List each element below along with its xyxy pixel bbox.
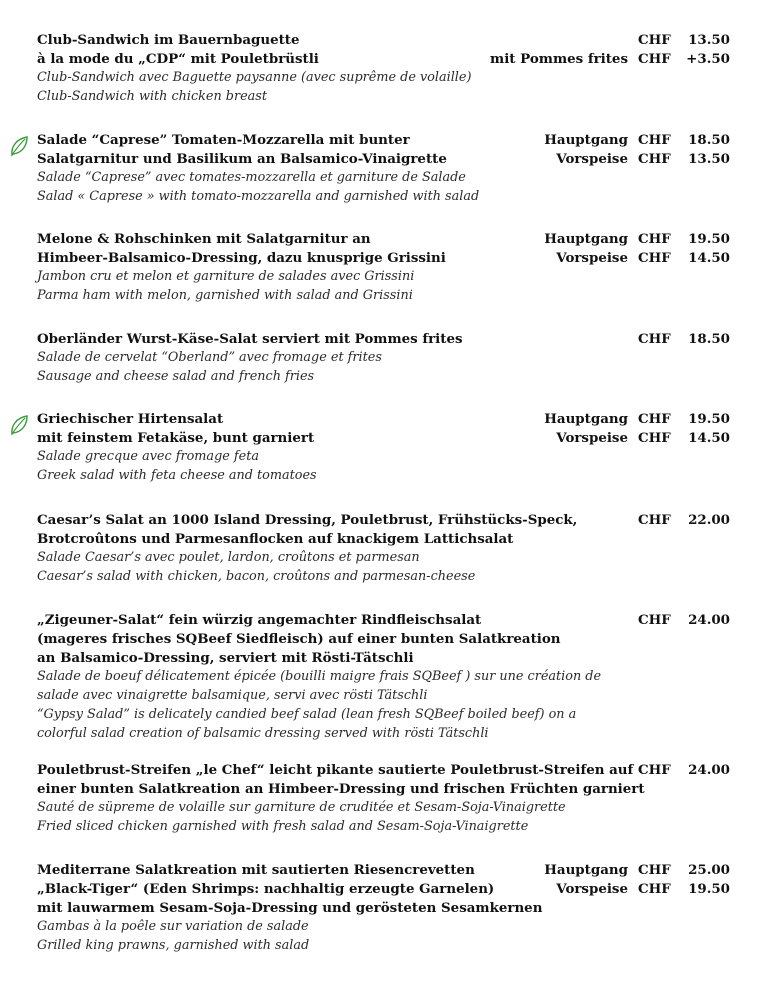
menu-item xyxy=(0,231,768,311)
menu-item xyxy=(0,762,768,842)
price-amount: 18.50 xyxy=(688,331,730,347)
menu-item xyxy=(0,411,768,491)
price-amount: 24.00 xyxy=(688,612,730,628)
dish-translation-line: Salade grecque avec fromage feta xyxy=(37,449,259,464)
price-currency: CHF xyxy=(638,331,671,347)
price-label: Hauptgang xyxy=(544,231,628,247)
dish-title-line: einer bunten Salatkreation an Himbeer-Dressing und frischen Früchten garniert xyxy=(37,781,645,797)
dish-translation-line: Caesar’s salad with chicken, bacon, croûtons and parmesan-cheese xyxy=(37,569,476,584)
menu-item xyxy=(0,612,768,749)
price-amount: 14.50 xyxy=(688,250,730,266)
dish-title-line: (mageres frisches SQBeef Siedfleisch) auf einer bunten Salatkreation xyxy=(37,631,561,647)
dish-translation-line: Gambas à la poêle sur variation de salade xyxy=(37,919,309,934)
dish-title-line: Pouletbrust-Streifen „le Chef“ leicht pikante sautierte Pouletbrust-Streifen auf xyxy=(37,762,634,778)
price-label: Vorspeise xyxy=(556,151,628,167)
dish-translation-line: Salade “Caprese” avec tomates-mozzarella et garniture de Salade xyxy=(37,170,466,185)
price-currency: CHF xyxy=(638,132,671,148)
dish-translation-line: colorful salad creation of balsamic dressing served with rösti Tätschli xyxy=(37,726,489,741)
dish-translation-line: Salad « Caprese » with tomato-mozzarella and garnished with salad xyxy=(37,189,480,204)
dish-translation-line: Club-Sandwich with chicken breast xyxy=(37,89,268,104)
dish-title-line: Griechischer Hirtensalat xyxy=(37,411,224,427)
price-amount: 24.00 xyxy=(688,762,730,778)
dish-translation-line: Salade Caesar’s avec poulet, lardon, croûtons et parmesan xyxy=(37,550,420,565)
dish-translation-line: Fried sliced chicken garnished with fresh salad and Sesam-Soja-Vinaigrette xyxy=(37,819,529,834)
price-label: Vorspeise xyxy=(556,430,628,446)
price-currency: CHF xyxy=(638,51,671,67)
price-amount: 19.50 xyxy=(688,881,730,897)
price-currency: CHF xyxy=(638,512,671,528)
price-currency: CHF xyxy=(638,32,671,48)
dish-title-line: Oberländer Wurst-Käse-Salat serviert mit Pommes frites xyxy=(37,331,463,347)
dish-translation-line: Greek salad with feta cheese and tomatoes xyxy=(37,468,317,483)
dish-translation-line: Grilled king prawns, garnished with salad xyxy=(37,938,310,953)
dish-translation-line: Club-Sandwich avec Baguette paysanne (avec suprême de volaille) xyxy=(37,70,472,85)
price-label: mit Pommes frites xyxy=(490,51,628,67)
dish-title-line: Brotcroûtons und Parmesanflocken auf knackigem Lattichsalat xyxy=(37,531,514,547)
dish-title-line: à la mode du „CDP“ mit Pouletbrüstli xyxy=(37,51,319,67)
dish-title-line: Salade “Caprese” Tomaten-Mozzarella mit bunter xyxy=(37,132,410,148)
price-currency: CHF xyxy=(638,411,671,427)
price-amount: +3.50 xyxy=(686,51,730,67)
price-label: Hauptgang xyxy=(544,862,628,878)
dish-title-line: an Balsamico-Dressing, serviert mit Rösti-Tätschli xyxy=(37,650,414,666)
price-amount: 19.50 xyxy=(688,231,730,247)
menu-item xyxy=(0,32,768,112)
dish-translation-line: Sausage and cheese salad and french fries xyxy=(37,369,315,384)
price-currency: CHF xyxy=(638,612,671,628)
dish-translation-line: Salade de cervelat “Oberland” avec fromage et frites xyxy=(37,350,382,365)
price-label: Hauptgang xyxy=(544,411,628,427)
price-currency: CHF xyxy=(638,250,671,266)
dish-translation-line: “Gypsy Salad” is delicately candied beef salad (lean fresh SQBeef boiled beef) on a xyxy=(37,707,577,722)
dish-title-line: Salatgarnitur und Basilikum an Balsamico-Vinaigrette xyxy=(37,151,447,167)
dish-title-line: Melone & Rohschinken mit Salatgarnitur an xyxy=(37,231,371,247)
menu-item xyxy=(0,331,768,392)
price-label: Hauptgang xyxy=(544,132,628,148)
price-amount: 19.50 xyxy=(688,411,730,427)
dish-title-line: Caesar’s Salat an 1000 Island Dressing, Pouletbrust, Frühstücks-Speck, xyxy=(37,512,578,528)
price-currency: CHF xyxy=(638,762,671,778)
price-currency: CHF xyxy=(638,151,671,167)
price-currency: CHF xyxy=(638,231,671,247)
dish-title-line: mit lauwarmem Sesam-Soja-Dressing und gerösteten Sesamkernen xyxy=(37,900,543,916)
dish-title-line: „Black-Tiger“ (Eden Shrimps: nachhaltig erzeugte Garnelen) xyxy=(37,881,495,897)
price-amount: 18.50 xyxy=(688,132,730,148)
vegetarian-leaf-icon xyxy=(8,134,30,158)
price-amount: 25.00 xyxy=(688,862,730,878)
price-label: Vorspeise xyxy=(556,881,628,897)
menu-item xyxy=(0,512,768,592)
price-amount: 22.00 xyxy=(688,512,730,528)
menu-item xyxy=(0,132,768,212)
dish-translation-line: Jambon cru et melon et garniture de salades avec Grissini xyxy=(37,269,415,284)
price-currency: CHF xyxy=(638,881,671,897)
price-amount: 14.50 xyxy=(688,430,730,446)
dish-translation-line: Salade de boeuf délicatement épicée (bouilli maigre frais SQBeef ) sur une création de xyxy=(37,669,602,684)
dish-translation-line: Parma ham with melon, garnished with salad and Grissini xyxy=(37,288,413,303)
dish-title-line: Himbeer-Balsamico-Dressing, dazu knusprige Grissini xyxy=(37,250,446,266)
price-currency: CHF xyxy=(638,862,671,878)
price-label: Vorspeise xyxy=(556,250,628,266)
menu-item xyxy=(0,862,768,961)
dish-translation-line: Sauté de süpreme de volaille sur garniture de cruditée et Sesam-Soja-Vinaigrette xyxy=(37,800,566,815)
dish-title-line: Mediterrane Salatkreation mit sautierten Riesencrevetten xyxy=(37,862,475,878)
dish-title-line: „Zigeuner-Salat“ fein würzig angemachter Rindfleischsalat xyxy=(37,612,482,628)
dish-title-line: Club-Sandwich im Bauernbaguette xyxy=(37,32,300,48)
dish-translation-line: salade avec vinaigrette balsamique, servi avec rösti Tätschli xyxy=(37,688,428,703)
price-amount: 13.50 xyxy=(688,32,730,48)
vegetarian-leaf-icon xyxy=(8,413,30,437)
price-amount: 13.50 xyxy=(688,151,730,167)
dish-title-line: mit feinstem Fetakäse, bunt garniert xyxy=(37,430,315,446)
price-currency: CHF xyxy=(638,430,671,446)
